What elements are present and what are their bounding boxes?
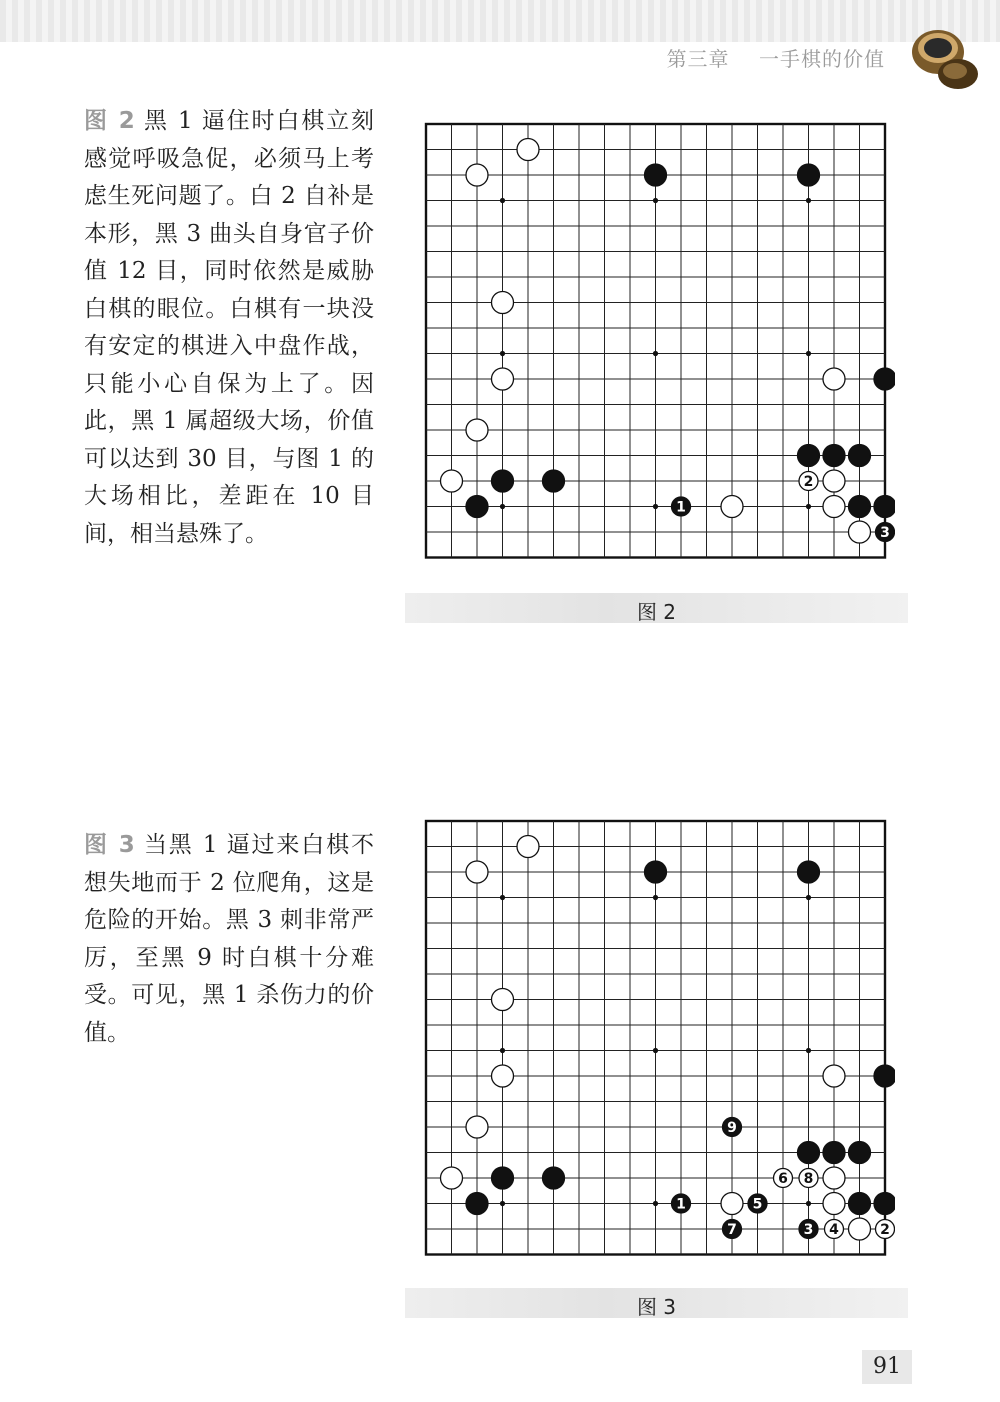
black-stone xyxy=(798,861,820,883)
black-stone xyxy=(645,861,667,883)
white-stone xyxy=(492,368,514,390)
white-stone xyxy=(441,470,463,492)
star-point xyxy=(653,504,658,509)
figure3-caption: 图 3 xyxy=(636,1295,677,1319)
black-stone xyxy=(543,470,565,492)
white-stone xyxy=(492,292,514,314)
star-point xyxy=(806,895,811,900)
figure3-go-board xyxy=(420,815,895,1275)
white-stone xyxy=(492,1065,514,1087)
star-point xyxy=(500,1048,505,1053)
white-stone xyxy=(466,861,488,883)
figure3-label: 图 3 xyxy=(84,832,135,858)
black-stone xyxy=(798,445,820,467)
black-stone xyxy=(823,445,845,467)
white-stone xyxy=(517,836,539,858)
white-stone xyxy=(721,496,743,518)
move-number: 9 xyxy=(727,1120,737,1136)
move-number: 8 xyxy=(803,1171,814,1187)
star-point xyxy=(500,1201,505,1206)
black-stone xyxy=(823,1142,845,1164)
black-stone xyxy=(849,1193,871,1215)
star-point xyxy=(500,198,505,203)
figure2-go-board xyxy=(420,118,895,578)
star-point xyxy=(653,895,658,900)
running-header xyxy=(667,43,885,72)
star-point xyxy=(653,1048,658,1053)
figure2-label: 图 2 xyxy=(84,108,135,134)
move-number: 3 xyxy=(803,1222,814,1238)
move-number: 1 xyxy=(676,1196,686,1213)
star-point xyxy=(806,1048,811,1053)
black-stone xyxy=(849,1142,871,1164)
white-stone xyxy=(823,1193,845,1215)
move-number: 3 xyxy=(880,525,890,541)
black-stone xyxy=(492,470,514,492)
white-stone xyxy=(823,470,845,492)
white-stone xyxy=(441,1167,463,1189)
star-point xyxy=(653,198,658,203)
white-stone xyxy=(823,368,845,390)
figure3-text: 当黑 1 逼过来白棋不想失地而于 2 位爬角，这是危险的开始。黑 3 刺非常严厉，至黑 9 时白棋十分难受。可见，黑 1 杀伤力的价值。 xyxy=(84,832,374,1046)
black-stone xyxy=(466,1193,488,1215)
white-stone xyxy=(466,1116,488,1138)
star-point xyxy=(500,895,505,900)
star-point xyxy=(653,1201,658,1206)
star-point xyxy=(500,504,505,509)
black-stone xyxy=(849,445,871,467)
black-stone xyxy=(492,1167,514,1189)
white-stone xyxy=(823,1167,845,1189)
figure3-paragraph xyxy=(84,827,374,1052)
white-stone xyxy=(849,521,871,543)
top-decorative-band xyxy=(0,0,1000,42)
black-stone xyxy=(543,1167,565,1189)
black-stone xyxy=(874,1065,895,1087)
figure2-text: 黑 1 逼住时白棋立刻感觉呼吸急促，必须马上考虑生死问题了。白 2 自补是本形，黑 3 曲头自身官子价值 12 目，同时依然是威胁白棋的眼位。白棋有一块没有安定的棋进入中盘作战，只能小心自保为上了。因此，黑 1 属超级大场，价值可以达到 30 目，与图 1 的大场相比，差距在 10 目间，相当悬殊了。 xyxy=(84,108,374,547)
white-stone xyxy=(721,1193,743,1215)
chapter-number: 第三章 xyxy=(666,47,730,71)
black-stone xyxy=(874,496,895,518)
white-stone xyxy=(466,164,488,186)
star-point xyxy=(653,351,658,356)
move-number: 2 xyxy=(880,1222,890,1238)
black-stone xyxy=(874,368,895,390)
white-stone xyxy=(823,1065,845,1087)
black-stone xyxy=(798,1142,820,1164)
white-stone xyxy=(492,989,514,1011)
move-number: 2 xyxy=(803,474,814,490)
star-point xyxy=(806,198,811,203)
page-number: 91 xyxy=(862,1350,912,1384)
black-stone xyxy=(874,1193,895,1215)
move-number: 1 xyxy=(676,499,686,516)
star-point xyxy=(806,1201,811,1206)
move-number: 4 xyxy=(829,1222,839,1238)
move-number: 7 xyxy=(727,1222,737,1238)
white-stone xyxy=(849,1218,871,1240)
black-stone xyxy=(645,164,667,186)
chapter-title: 一手棋的价值 xyxy=(759,47,885,71)
move-number: 5 xyxy=(752,1196,763,1213)
white-stone xyxy=(823,496,845,518)
go-bowl-logo xyxy=(908,22,980,92)
star-point xyxy=(806,351,811,356)
move-number: 6 xyxy=(778,1171,788,1187)
star-point xyxy=(806,504,811,509)
black-stone xyxy=(798,164,820,186)
black-stone xyxy=(466,496,488,518)
white-stone xyxy=(517,139,539,161)
figure2-caption: 图 2 xyxy=(636,600,677,624)
black-stone xyxy=(849,496,871,518)
figure2-paragraph xyxy=(84,103,374,553)
star-point xyxy=(500,351,505,356)
white-stone xyxy=(466,419,488,441)
